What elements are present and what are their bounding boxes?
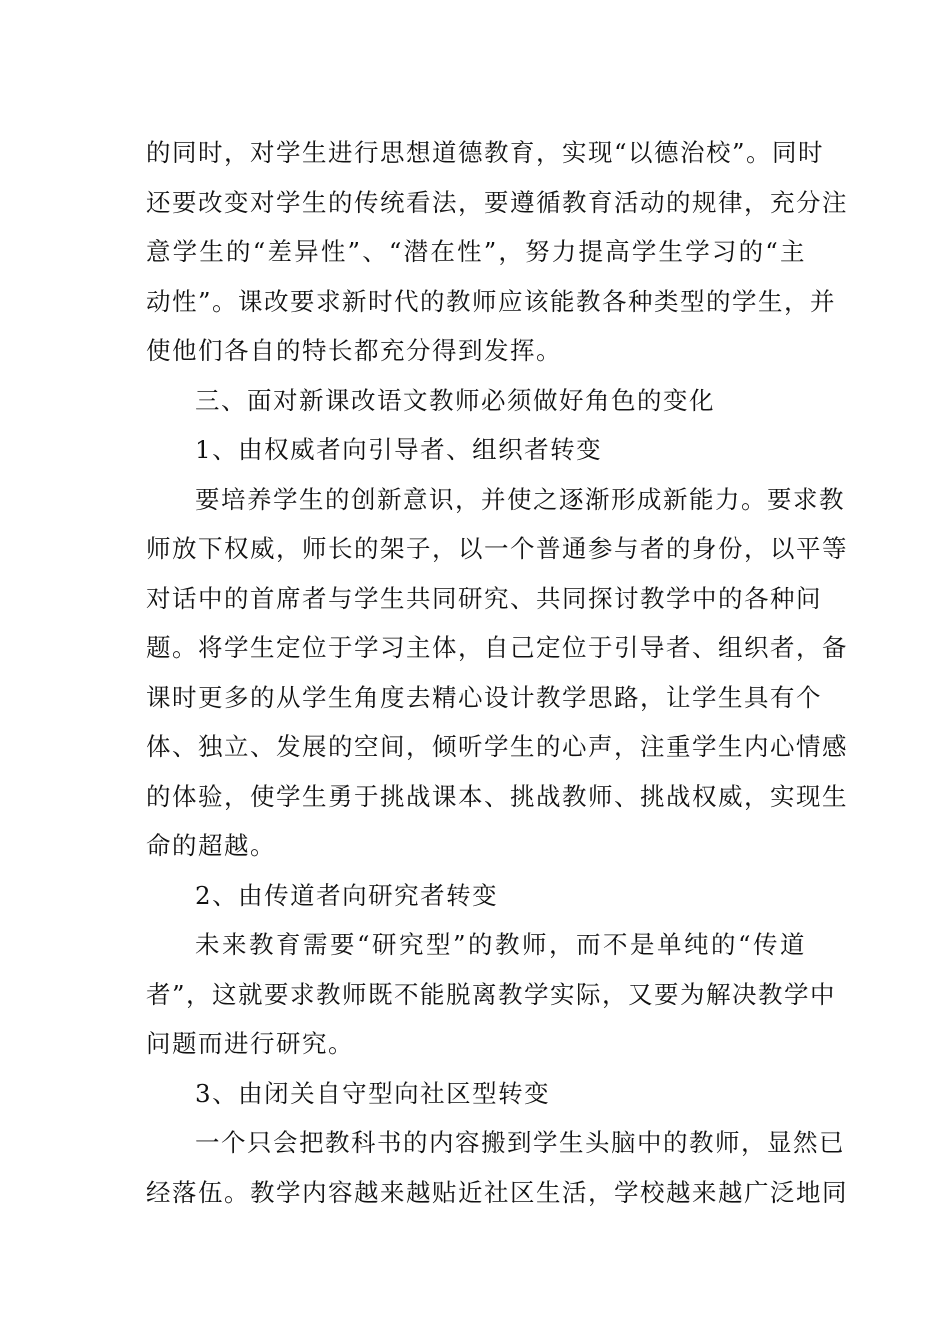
paragraph-closed-to-community — [146, 1118, 848, 1217]
text-line: 使他们各自的特长都充分得到发挥。 — [146, 336, 562, 365]
text-line: 要培养学生的创新意识，并使之逐渐形成新能力。要求教 — [195, 484, 845, 514]
text-line: 问题而进行研究。 — [146, 1029, 354, 1058]
paragraph-preacher-to-researcher — [146, 920, 837, 1069]
text-line: 题。将学生定位于学习主体，自己定位于引导者、组织者，备 — [146, 633, 848, 662]
text-line: 还要改变对学生的传统看法，要遵循教育活动的规律，充分注 — [146, 187, 848, 217]
subheading-1: 1、由权威者向引导者、组织者转变 — [195, 435, 603, 464]
paragraph-authority-to-guide — [146, 475, 848, 871]
text-line: 者”，这就要求教师既不能脱离教学实际，又要为解决教学中 — [146, 979, 837, 1009]
subheading-3: 3、由闭关自守型向社区型转变 — [195, 1078, 551, 1108]
text-line: 的体验，使学生勇于挑战课本、挑战教师、挑战权威，实现生 — [146, 781, 848, 811]
text-line: 动性”。课改要求新时代的教师应该能教各种类型的学生，并 — [146, 286, 837, 316]
paragraph-continuation — [146, 128, 848, 376]
text-line: 课时更多的从学生角度去精心设计教学思路，让学生具有个 — [146, 682, 822, 712]
section-heading-3: 三、面对新课改语文教师必须做好角色的变化 — [195, 385, 715, 415]
text-line: 的同时，对学生进行思想道德教育，实现“以德治校”。同时 — [146, 138, 825, 167]
text-line: 师放下权威，师长的架子，以一个普通参与者的身份，以平等 — [146, 534, 848, 563]
document-body — [146, 128, 848, 1217]
subheading-2: 2、由传道者向研究者转变 — [195, 880, 499, 910]
text-line: 一个只会把教科书的内容搬到学生头脑中的教师，显然已 — [195, 1128, 845, 1157]
text-line: 体、独立、发展的空间，倾听学生的心声，注重学生内心情感 — [146, 732, 848, 761]
text-line: 经落伍。教学内容越来越贴近社区生活，学校越来越广泛地同 — [146, 1177, 848, 1207]
text-line: 命的超越。 — [146, 831, 276, 860]
text-line: 未来教育需要“研究型”的教师，而不是单纯的“传道 — [195, 930, 806, 959]
text-line: 意学生的“差异性”、“潜在性”，努力提高学生学习的“主 — [146, 237, 806, 266]
text-line: 对话中的首席者与学生共同研究、共同探讨教学中的各种问 — [146, 583, 822, 613]
